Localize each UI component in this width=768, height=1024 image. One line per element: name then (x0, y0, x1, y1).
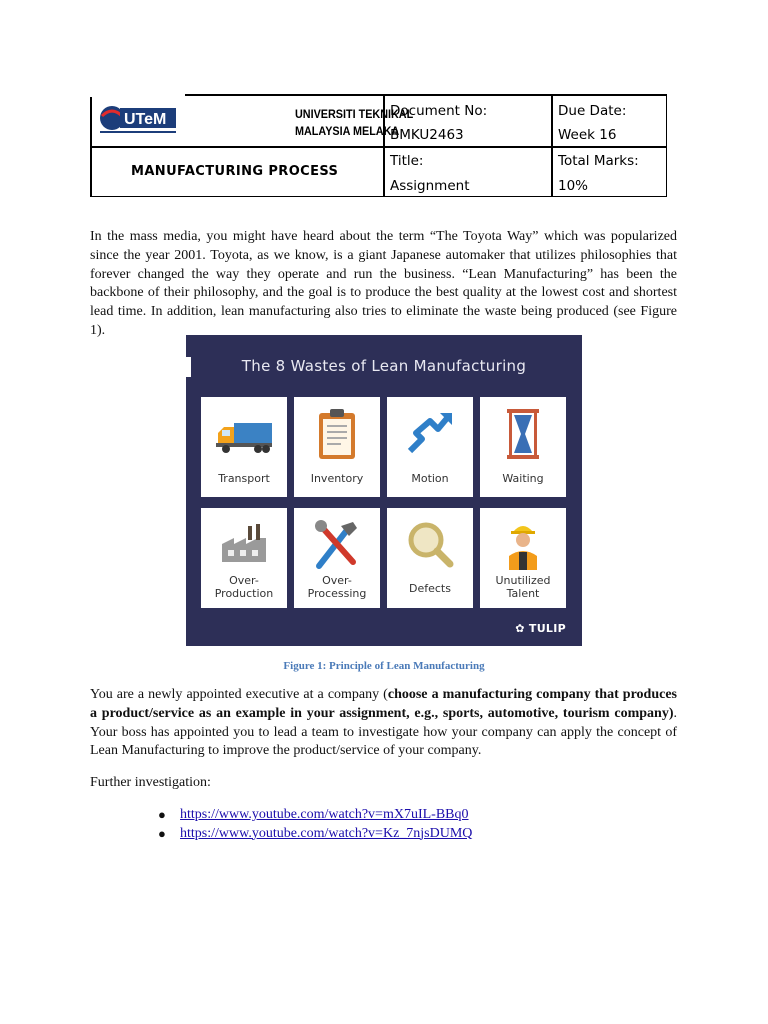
truck-icon (214, 407, 274, 461)
waste-tile-unutilized-talent: Unutilized Talent (480, 508, 566, 608)
tulip-logo-icon: ✿ (515, 622, 525, 635)
intro-paragraph: In the mass media, you might have heard about the term “The Toyota Way” which was popularized since the year 2001. Toyota, as we know, is a giant Japanese automaker that utilizes philosophies that forever changed the way they operate and run the business. “Lean Manufacturing” has been the backbone of their philosophy, and the goal is to produce the best quality at the lowest cost and shortest lead time. In addition, lean manufacturing also tries to eliminate the waste being produced (see Figure 1). (90, 229, 677, 338)
due-date-value: Week 16 (558, 127, 617, 143)
list-item (158, 806, 472, 825)
total-marks-value: 10% (558, 178, 589, 194)
waste-tile-defects: Defects (387, 508, 473, 608)
magnifier-icon (400, 518, 460, 572)
lean-wastes-figure (186, 335, 582, 646)
waste-tile-waiting: Waiting (480, 397, 566, 497)
factory-icon (214, 518, 274, 572)
motion-arrow-icon (400, 407, 460, 461)
task-paragraph: You are a newly appointed executive at a company (choose a manufacturing company that produces a product/service as an example in your assignment, e.g., sports, automotive, tourism company). Your boss has appointed you to lead a team to investigate how your company can apply the concept of Lean Manufacturing to improve the product/service of your company. (90, 687, 677, 759)
total-marks-label: Total Marks: (558, 153, 639, 169)
tulip-brand: ✿ TULIP (515, 622, 566, 635)
university-name: UNIVERSITI TEKNIKAL MALAYSIA MELAKA (295, 107, 414, 138)
further-investigation-label: Further investigation: (90, 775, 211, 790)
youtube-link-1[interactable]: https://www.youtube.com/watch?v=mX7uIL-BBq0 (180, 807, 469, 822)
bullet-icon: ● (158, 807, 166, 822)
worker-icon (493, 518, 553, 572)
tools-icon (307, 518, 367, 572)
waste-tile-over-production: Over- Production (201, 508, 287, 608)
youtube-link-2[interactable]: https://www.youtube.com/watch?v=Kz_7njsDUMQ (180, 825, 473, 841)
waste-tile-inventory: Inventory (294, 397, 380, 497)
waste-tile-transport: Transport (201, 397, 287, 497)
document-no-value: BMKU2463 (390, 127, 464, 143)
course-title: MANUFACTURING PROCESS (131, 164, 339, 179)
clipboard-icon (307, 407, 367, 461)
figure-title: The 8 Wastes of Lean Manufacturing (241, 357, 527, 375)
bullet-icon: ● (158, 825, 166, 841)
utem-logo (98, 102, 178, 136)
title-label: Title: (390, 153, 424, 169)
title-value: Assignment (390, 178, 470, 194)
waste-tile-over-processing: Over- Processing (294, 508, 380, 608)
svg-text:UTeM: UTeM (124, 111, 167, 128)
waste-tile-motion: Motion (387, 397, 473, 497)
document-header-table (90, 94, 667, 197)
link-list (158, 806, 472, 843)
figure-caption: Figure 1: Principle of Lean Manufacturing (283, 660, 485, 672)
list-item (158, 825, 472, 844)
due-date-label: Due Date: (558, 103, 627, 119)
hourglass-icon (493, 407, 553, 461)
document-no-label: Document No: (390, 103, 488, 119)
